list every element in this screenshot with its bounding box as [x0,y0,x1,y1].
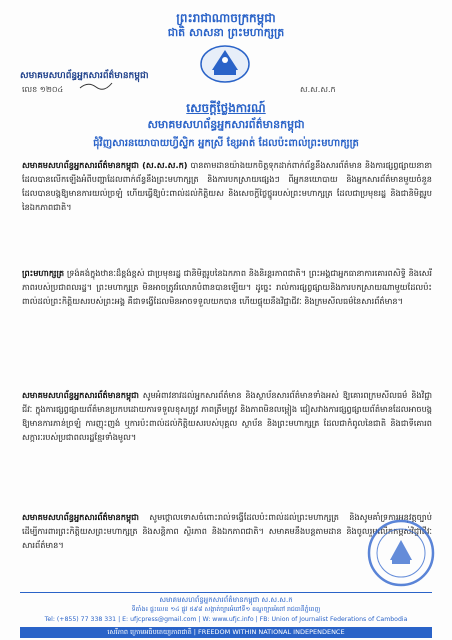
statement-title: សេចក្ដីថ្លែងការណ៍ [186,101,266,115]
footer-contact: Tel: (+855) 77 338 331 | E: ufjcpress@gmail.com | W: www.ufjc.info | FB: Union of Journalist Federations of Cambodia [44,616,408,623]
paragraph-3-text: សូមអំពាវនាវដល់អ្នកសារព័ត៌មាន និងស្ថាប័នសារព័ត៌មានទាំងអស់ ឱ្យគោរពក្រមសីលធម៌ និងវិជ្ជាជីវៈ ក្នុងការផ្សព្វផ្សាយព័ត៌មានប្រកបដោយការទទួលខុសត្រូវ ភាពត្រឹមត្រូវ និងភាពមិនលម្អៀង ជៀសវាងការផ្សព្វផ្សាយព័ត៌មានដែលអាចបង្កឱ្យមានការភាន់ច្រឡំ ការញុះញង់ ឬការប៉ះពាល់ដល់កិត្តិយសរបស់បុគ្គល ស្ថាប័ន និងព្រះមហាក្សត្រ ដែលជាកំពូលនៃជាតិ និងជាទីគោរពសក្ការៈរបស់ប្រជាពលរដ្ឋខ្មែរទាំងមូល។ [22,390,432,442]
reference-number: លេខ ១២០៤ [22,85,64,94]
paragraph-1-lead: សមាគមសហព័ន្ធអ្នកសារព័ត៌មានកម្ពុជា (ស.ស.ស.ក) [22,160,188,170]
statement-subject: ជុំវិញសារនយោបាយហ្វីស្ទិក អ្នកស្រី ខ្សែអាត់ ដែលប៉ះពាល់ព្រះមហាក្សត្រ [93,138,359,149]
organization-name: សមាគមសហព័ន្ធអ្នកសារព័ត៌មានកម្ពុជា [20,71,149,81]
paragraph-2-lead: ព្រះមហាក្សត្រ [22,268,65,278]
national-motto: ជាតិ សាសនា ព្រះមហាក្សត្រ [167,26,285,39]
kingdom-heading: ព្រះរាជាណាចក្រកម្ពុជា [176,11,276,25]
ufjc-logo-icon [196,40,254,86]
footer-divider [20,592,432,593]
association-seal-icon [366,518,436,588]
paragraph-1-text: បានតាមដានយ៉ាងយកចិត្តទុកដាក់ពាក់ព័ន្ធនឹងសារព័ត៌មាន និងការផ្សព្វផ្សាយនានា ដែលបានលើកឡើងអំពីបញ្ហាដែលពាក់ព័ន្ធនឹងព្រះមហាក្សត្រ និងការបកស្រាយផ្សេងៗ ពីអ្នកនយោបាយ និងអ្នកសារព័ត៌មានមួយចំនួន ដែលបានបង្កឱ្យមានការយល់ច្រឡំ ហើយធ្វើឱ្យប៉ះពាល់ដល់កិត្តិយស និងសេចក្តីថ្លៃថ្នូររបស់ព្រះមហាក្សត្រ ដែលជាប្រមុខរដ្ឋ និងជានិមិត្តរូបនៃឯកភាពជាតិ។ [22,160,432,212]
paragraph-3 [22,388,432,506]
footer-address: ទីតាំង៖ ផ្ទះលេខ ១៤ ផ្លូវ ៥៩៨ សង្កាត់ច្បារអំពៅទី១ ខណ្ឌច្បារអំពៅ រាជធានីភ្នំពេញ [131,606,321,613]
statement-issuer: សមាគមសហព័ន្ធអ្នកសារព័ត៌មានកម្ពុជា [147,118,305,131]
paragraph-2-text: ទ្រង់គង់ក្នុងឋានៈដ៏ខ្ពង់ខ្ពស់ ជាប្រមុខរដ្ឋ ជានិមិត្តរូបនៃឯកភាព និងនិរន្តរភាពជាតិ។ ព្រះអង្គជាអ្នកធានាការគោរពសិទ្ធិ និងសេរីភាពរបស់ប្រជាពលរដ្ឋ។ ព្រះមហាក្សត្រ មិនអាចត្រូវរំលោភបំពានបានឡើយ។ ដូច្នេះ រាល់ការផ្សព្វផ្សាយនិងការបកស្រាយណាមួយដែលប៉ះពាល់ដល់ព្រះកិត្តិយសរបស់ព្រះអង្គ គឺជាទង្វើដែលមិនអាចទទួលយកបាន ហើយផ្ទុយនឹងវិជ្ជាជីវៈ និងក្រមសីលធម៌នៃសារព័ត៌មាន។ [22,268,432,306]
paragraph-4-text: សូមថ្កោលទោសចំពោះរាល់ទង្វើដែលប៉ះពាល់ដល់ព្រះមហាក្សត្រ និងសូមគាំទ្រការអនុវត្តច្បាប់ ដើម្បីការពារព្រះកិត្តិយសព្រះមហាក្សត្រ និងសន្តិភាព ស្ថិរភាព និងឯកភាពជាតិ។ សមាគមនឹងបន្តតាមដាន និងចូលរួមលើកកម្ពស់វិជ្ជាជីវៈសារព័ត៌មាន។ [22,512,432,550]
paragraph-4-lead: សមាគមសហព័ន្ធអ្នកសារព័ត៌មានកម្ពុជា [22,512,139,522]
paragraph-1 [22,158,432,262]
paragraph-3-lead: សមាគមសហព័ន្ធអ្នកសារព័ត៌មានកម្ពុជា [22,390,139,400]
footer-organization: សមាគមសហព័ន្ធអ្នកសារព័ត៌មានកម្ពុជា ស.ស.ស.ក [159,596,293,604]
paragraph-2 [22,266,432,384]
reference-suffix: ស.ស.ស.ក [300,85,336,94]
handwritten-mark [78,80,118,90]
footer-slogan: សេរីភាព ក្រោមអធិបតេយ្យភាពជាតិ | FREEDOM WITHIN NATIONAL INDEPENDENCE [20,627,432,638]
